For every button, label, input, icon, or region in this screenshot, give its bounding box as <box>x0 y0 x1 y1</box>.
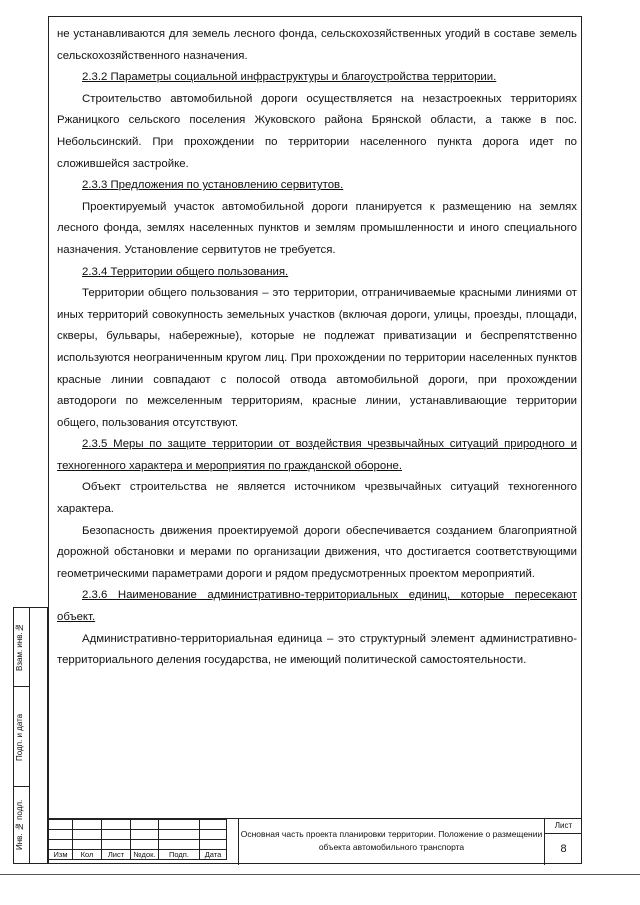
title-block <box>48 818 582 865</box>
paragraph-6: Безопасность движения проектируемой дороги обеспечивается созданием благоприятной дорожной обстановки и мерами по организации движения, что достигается соответствующими геометрическими параметрами дороги и рядом предусмотренных проектом мероприятий. <box>57 524 577 580</box>
stamp-header-podp: Подп. <box>159 850 200 860</box>
document-body <box>57 24 577 672</box>
heading-2-3-2: 2.3.2 Параметры социальной инфраструктуры и благоустройства территории. <box>82 71 497 84</box>
stamp-header-kol: Кол <box>73 850 102 860</box>
stamp-title: Основная часть проекта планировки территории. Положение о размещении объекта автомобильного транспорта <box>238 819 545 865</box>
heading-2-3-6: 2.3.6 Наименование административно-территориальных единиц, которые пересекают объект. <box>57 589 577 624</box>
heading-2-3-4: 2.3.4 Территории общего пользования. <box>82 265 289 278</box>
paragraph-4: Территории общего пользования – это территории, отграничиваемые красными линиями от иных территорий совокупность земельных участков (включая дороги, улицы, проезды, площади, скверы, бульвары, набережные), которые не подлежат приватизации и беспрепятственно используются неограниченным кругом лиц. При прохождении по территории населенных пунктов красные линии совпадают с полосой отвода автомобильной дороги, при прохождении автодороги по межселенным территориям, красные линии, устанавливающие территории общего, пользования отсутствуют. <box>57 287 577 429</box>
paragraph-7: Административно-территориальная единица – это структурный элемент административно-территориального деления государства, не имеющий политической самостоятельности. <box>57 632 577 667</box>
paragraph-3: Проектируемый участок автомобильной дороги планируется к размещению на землях лесного фонда, землях населенных пунктов и землям промышленности и иного специального назначения. Установление сервитутов не требуется. <box>57 200 577 256</box>
sheet-box <box>545 819 582 865</box>
label-inv-podl: Инв. № подл. <box>15 799 24 851</box>
sheet-label: Лист <box>545 819 582 834</box>
heading-2-3-5: 2.3.5 Меры по защите территории от воздействия чрезвычайных ситуаций природного и техногенного характера и мероприятия по гражданской обороне. <box>57 438 577 472</box>
stamp-table <box>48 819 227 860</box>
paragraph-1: не устанавливаются для земель лесного фонда, сельскохозяйственных угодий в составе земель сельскохозяйственного назначения. <box>57 28 577 62</box>
margin-cell-vzam <box>14 608 30 687</box>
stamp-header-izm: Изм <box>49 850 73 860</box>
sheet-number: 8 <box>560 843 567 855</box>
stamp-header-ndok: №док. <box>131 850 159 860</box>
paragraph-2: Строительство автомобильной дороги осуществляется на незастроекных территориях Ржаницкого сельского поселения Жуковского района Брянской области, а также в пос. Небольсинский. При прохождении по территории населенного пункта дорога идет по сложившейся застройке. <box>57 92 577 170</box>
page-bottom-line <box>0 874 640 875</box>
label-podp-data: Подп. и дата <box>15 713 24 761</box>
label-vzam-inv: Взам. инв.№ <box>15 623 24 672</box>
margin-cell-podp <box>14 687 30 787</box>
paragraph-5: Объект строительства не является источником чрезвычайных ситуаций техногенного характера. <box>57 481 577 516</box>
stamp-header-data: Дата <box>200 850 227 860</box>
margin-cell-inv <box>14 787 30 863</box>
margin-stamp-column <box>13 607 48 864</box>
heading-2-3-3: 2.3.3 Предложения по установлению сервитутов. <box>82 179 344 192</box>
stamp-header-list: Лист <box>102 850 131 860</box>
